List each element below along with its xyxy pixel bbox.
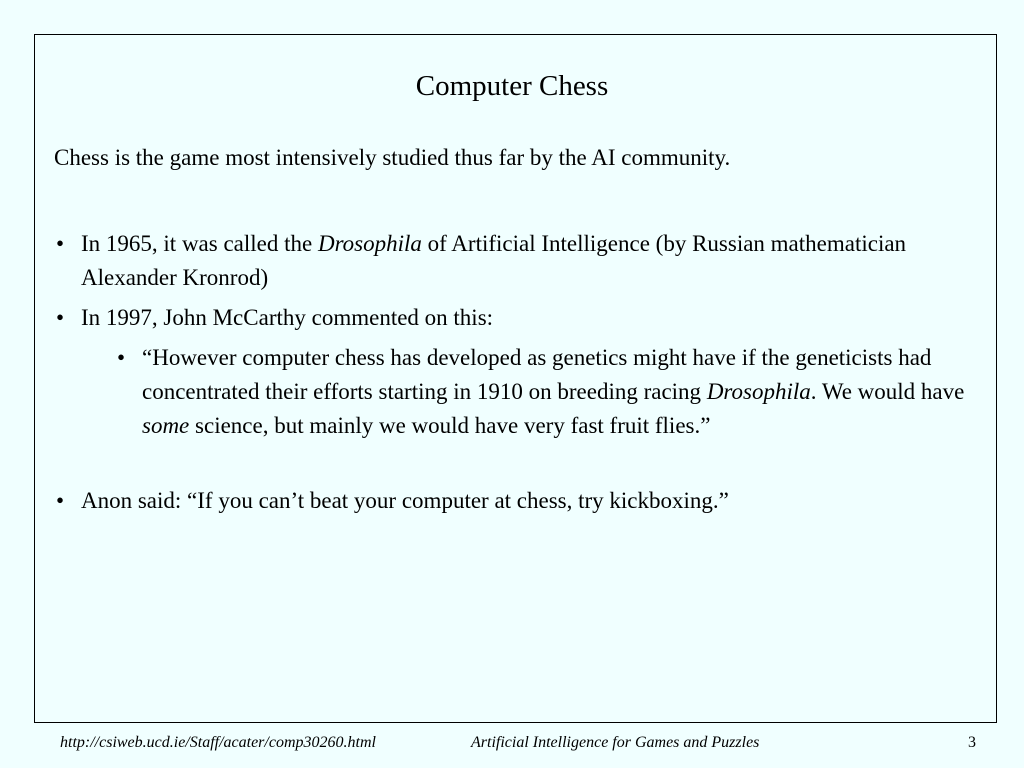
intro-text: Chess is the game most intensively studied thus far by the AI community. — [54, 145, 731, 170]
bullet-text: In 1997, John McCarthy commented on this: — [81, 305, 494, 330]
emphasis-text: Drosophila — [706, 379, 811, 404]
bullet-item — [56, 301, 956, 335]
bullet-text: In 1965, it was called the Drosophila of Artificial Intelligence (by Russian mathematician Alexander Kronrod) — [81, 231, 907, 290]
bullet-glyph: • — [56, 305, 65, 330]
emphasis-text: some — [142, 413, 190, 438]
bullet-glyph: • — [56, 488, 65, 513]
footer-course-title: Artificial Intelligence for Games and Puzzles — [471, 734, 760, 751]
emphasis-text: Drosophila — [317, 231, 422, 256]
slide-title: Computer Chess — [415, 70, 609, 102]
sub-bullet-item — [117, 341, 967, 443]
footer-url: http://csiweb.ucd.ie/Staff/acater/comp30260.html — [60, 734, 376, 751]
bullet-glyph: • — [56, 231, 65, 256]
bullet-text: Anon said: “If you can’t beat your computer at chess, try kickboxing.” — [81, 488, 729, 513]
quote-text: “However computer chess has developed as genetics might have if the geneticists had concentrated their efforts starting in 1910 on breeding racing Drosophila. We would have some science, but mainly we would have very fast fruit flies.” — [142, 345, 965, 438]
bullet-item — [56, 227, 956, 295]
bullet-item — [56, 484, 956, 518]
bullet-glyph: • — [117, 345, 126, 370]
page-number: 3 — [968, 734, 976, 751]
